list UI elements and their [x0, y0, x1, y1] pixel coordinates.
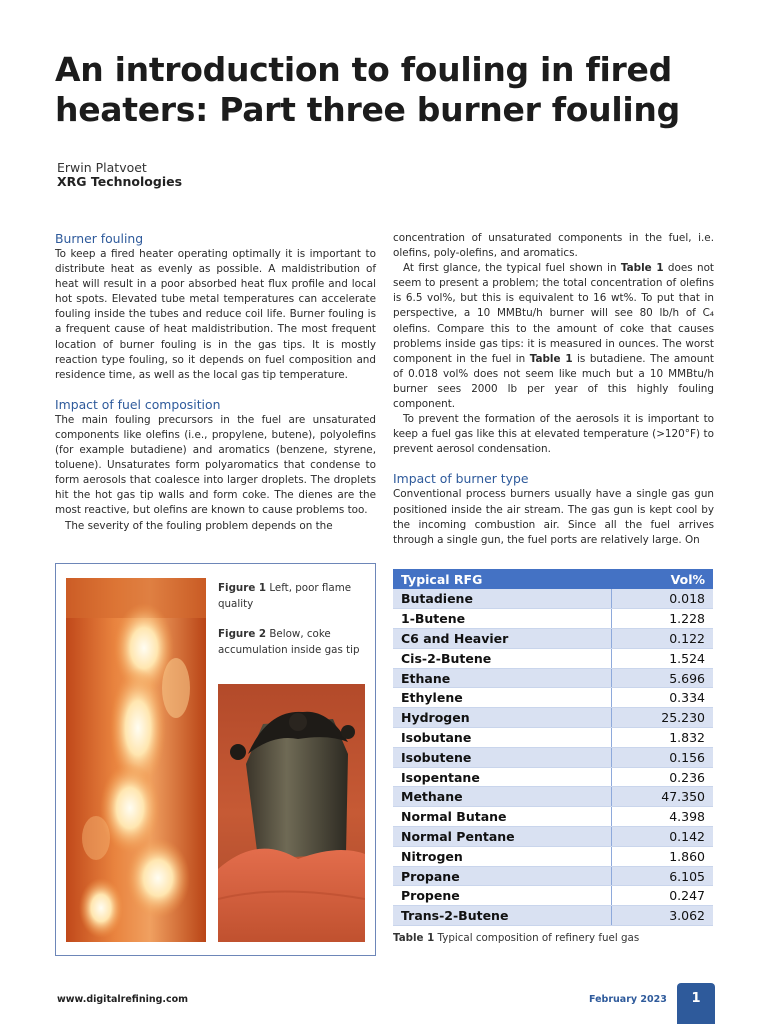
component-name: Isopentane	[393, 767, 612, 787]
component-vol-pct: 0.236	[612, 767, 713, 787]
component-vol-pct: 1.228	[612, 609, 713, 629]
component-vol-pct: 1.832	[612, 728, 713, 748]
table-row	[393, 589, 713, 609]
component-name: 1-Butene	[393, 609, 612, 629]
section-heading-burner-fouling: Burner fouling	[55, 231, 144, 246]
column-header-vol-pct: Vol%	[612, 569, 713, 589]
flame-photo	[66, 578, 206, 942]
component-name: Ethylene	[393, 688, 612, 708]
table-row	[393, 747, 713, 767]
table-row	[393, 886, 713, 906]
component-name: C6 and Heavier	[393, 629, 612, 649]
component-vol-pct: 0.247	[612, 886, 713, 906]
component-vol-pct: 0.156	[612, 747, 713, 767]
component-vol-pct: 47.350	[612, 787, 713, 807]
figure-1-caption: Figure 1 Left, poor flame quality	[218, 582, 352, 610]
component-vol-pct: 1.524	[612, 648, 713, 668]
coke-photo	[218, 684, 365, 942]
figure-box	[55, 563, 376, 956]
component-name: Methane	[393, 787, 612, 807]
component-name: Propane	[393, 866, 612, 886]
component-vol-pct: 0.122	[612, 629, 713, 649]
component-vol-pct: 0.142	[612, 827, 713, 847]
component-vol-pct: 4.398	[612, 807, 713, 827]
paragraph: To prevent the formation of the aerosols it is important to keep a fuel gas like this at elevated temperature (>120°F) to prevent aerosol condensation.	[393, 413, 714, 456]
right-column	[393, 231, 714, 548]
table-row	[393, 728, 713, 748]
author-name: Erwin Platvoet	[57, 160, 147, 175]
table-row	[393, 767, 713, 787]
component-name: Isobutane	[393, 728, 612, 748]
table-1-caption: Table 1 Typical composition of refinery fuel gas	[393, 932, 640, 944]
fuel-composition-table	[393, 569, 713, 926]
table-row	[393, 629, 713, 649]
column-header-component: Typical RFG	[393, 569, 612, 589]
table-header-row	[393, 569, 713, 589]
table-row	[393, 708, 713, 728]
table-row	[393, 866, 713, 886]
paragraph: At first glance, the typical fuel shown in Table 1 does not seem to present a problem; the total concentration of olefins is 6.5 vol%, but this is equivalent to 16 wt%. To put that in perspective, a 10 MMBtu/h burner will see 80 lb/h of C₄ olefins. Compare this to the amount of coke that causes problems inside gas tips: it is measured in ounces. The worst component in the fuel in Table 1 is butadiene. The amount of 0.018 vol% does not seem like much but a 10 MMBtu/h burner sees 2000 lb per year of this highly fouling component.	[393, 262, 714, 411]
table-reference: Table 1	[620, 262, 664, 275]
table-row	[393, 688, 713, 708]
component-vol-pct: 3.062	[612, 906, 713, 926]
paragraph: The main fouling precursors in the fuel are unsaturated components like olefins (i.e., propylene, butene), polyolefins (for example butadiene) and aromatics (benzene, styrene, toluene). Unsaturates form polyaromatics that condense to form aerosols that coalesce into larger droplets. The droplets hit the hot gas tip walls and form coke. The dienes are the most reactive, but olefins are known to cause problems too.	[55, 413, 376, 517]
table-row	[393, 846, 713, 866]
left-column	[55, 231, 376, 534]
table-reference: Table 1	[529, 352, 573, 365]
table-row	[393, 648, 713, 668]
component-name: Normal Pentane	[393, 827, 612, 847]
section-heading-burner-type: Impact of burner type	[393, 471, 529, 487]
table-row	[393, 668, 713, 688]
figure-2-caption: Figure 2 Below, coke accumulation inside gas tip	[218, 628, 360, 656]
component-name: Trans-2-Butene	[393, 906, 612, 926]
component-name: Cis-2-Butene	[393, 648, 612, 668]
component-vol-pct: 0.334	[612, 688, 713, 708]
paragraph: Conventional process burners usually have a single gas gun positioned inside the air stream. The gas gun is kept cool by the incoming combustion air. Since all the fuel arrives through a single gun, the fuel ports are relatively large. On	[393, 488, 714, 546]
component-vol-pct: 25.230	[612, 708, 713, 728]
component-name: Hydrogen	[393, 708, 612, 728]
section-heading-fuel-composition: Impact of fuel composition	[55, 396, 221, 412]
footer-date: February 2023	[589, 994, 667, 1005]
article-title: An introduction to fouling in fired heaters: Part three burner fouling	[55, 50, 680, 129]
component-vol-pct: 0.018	[612, 589, 713, 609]
component-name: Ethane	[393, 668, 612, 688]
component-name: Normal Butane	[393, 807, 612, 827]
page-number: 1	[677, 983, 715, 1024]
table-row	[393, 609, 713, 629]
paragraph: concentration of unsaturated components in the fuel, i.e. olefins, poly-olefins, and aromatics.	[393, 232, 714, 260]
table-row	[393, 827, 713, 847]
component-name: Butadiene	[393, 589, 612, 609]
table-row	[393, 787, 713, 807]
table-row	[393, 906, 713, 926]
footer-url: www.digitalrefining.com	[57, 994, 189, 1005]
component-vol-pct: 6.105	[612, 866, 713, 886]
component-name: Nitrogen	[393, 846, 612, 866]
component-name: Propene	[393, 886, 612, 906]
component-vol-pct: 1.860	[612, 846, 713, 866]
table-row	[393, 807, 713, 827]
paragraph: The severity of the fouling problem depends on the	[65, 519, 333, 532]
paragraph: To keep a fired heater operating optimally it is important to distribute heat as evenly as possible. A maldistribution of heat will result in a poor absorbed heat flux profile and local hot spots. Elevated tube metal temperatures can accelerate fouling inside the tubes and reduce coil life. Burner fouling is a frequent cause of heat maldistribution. The most frequent location of burner fouling is in the gas tips. It is mostly reaction type fouling, so it depends on fuel composition and residence time, as well as the local gas tip temperature.	[55, 248, 376, 381]
author-company: XRG Technologies	[57, 174, 183, 189]
component-name: Isobutene	[393, 747, 612, 767]
component-vol-pct: 5.696	[612, 668, 713, 688]
